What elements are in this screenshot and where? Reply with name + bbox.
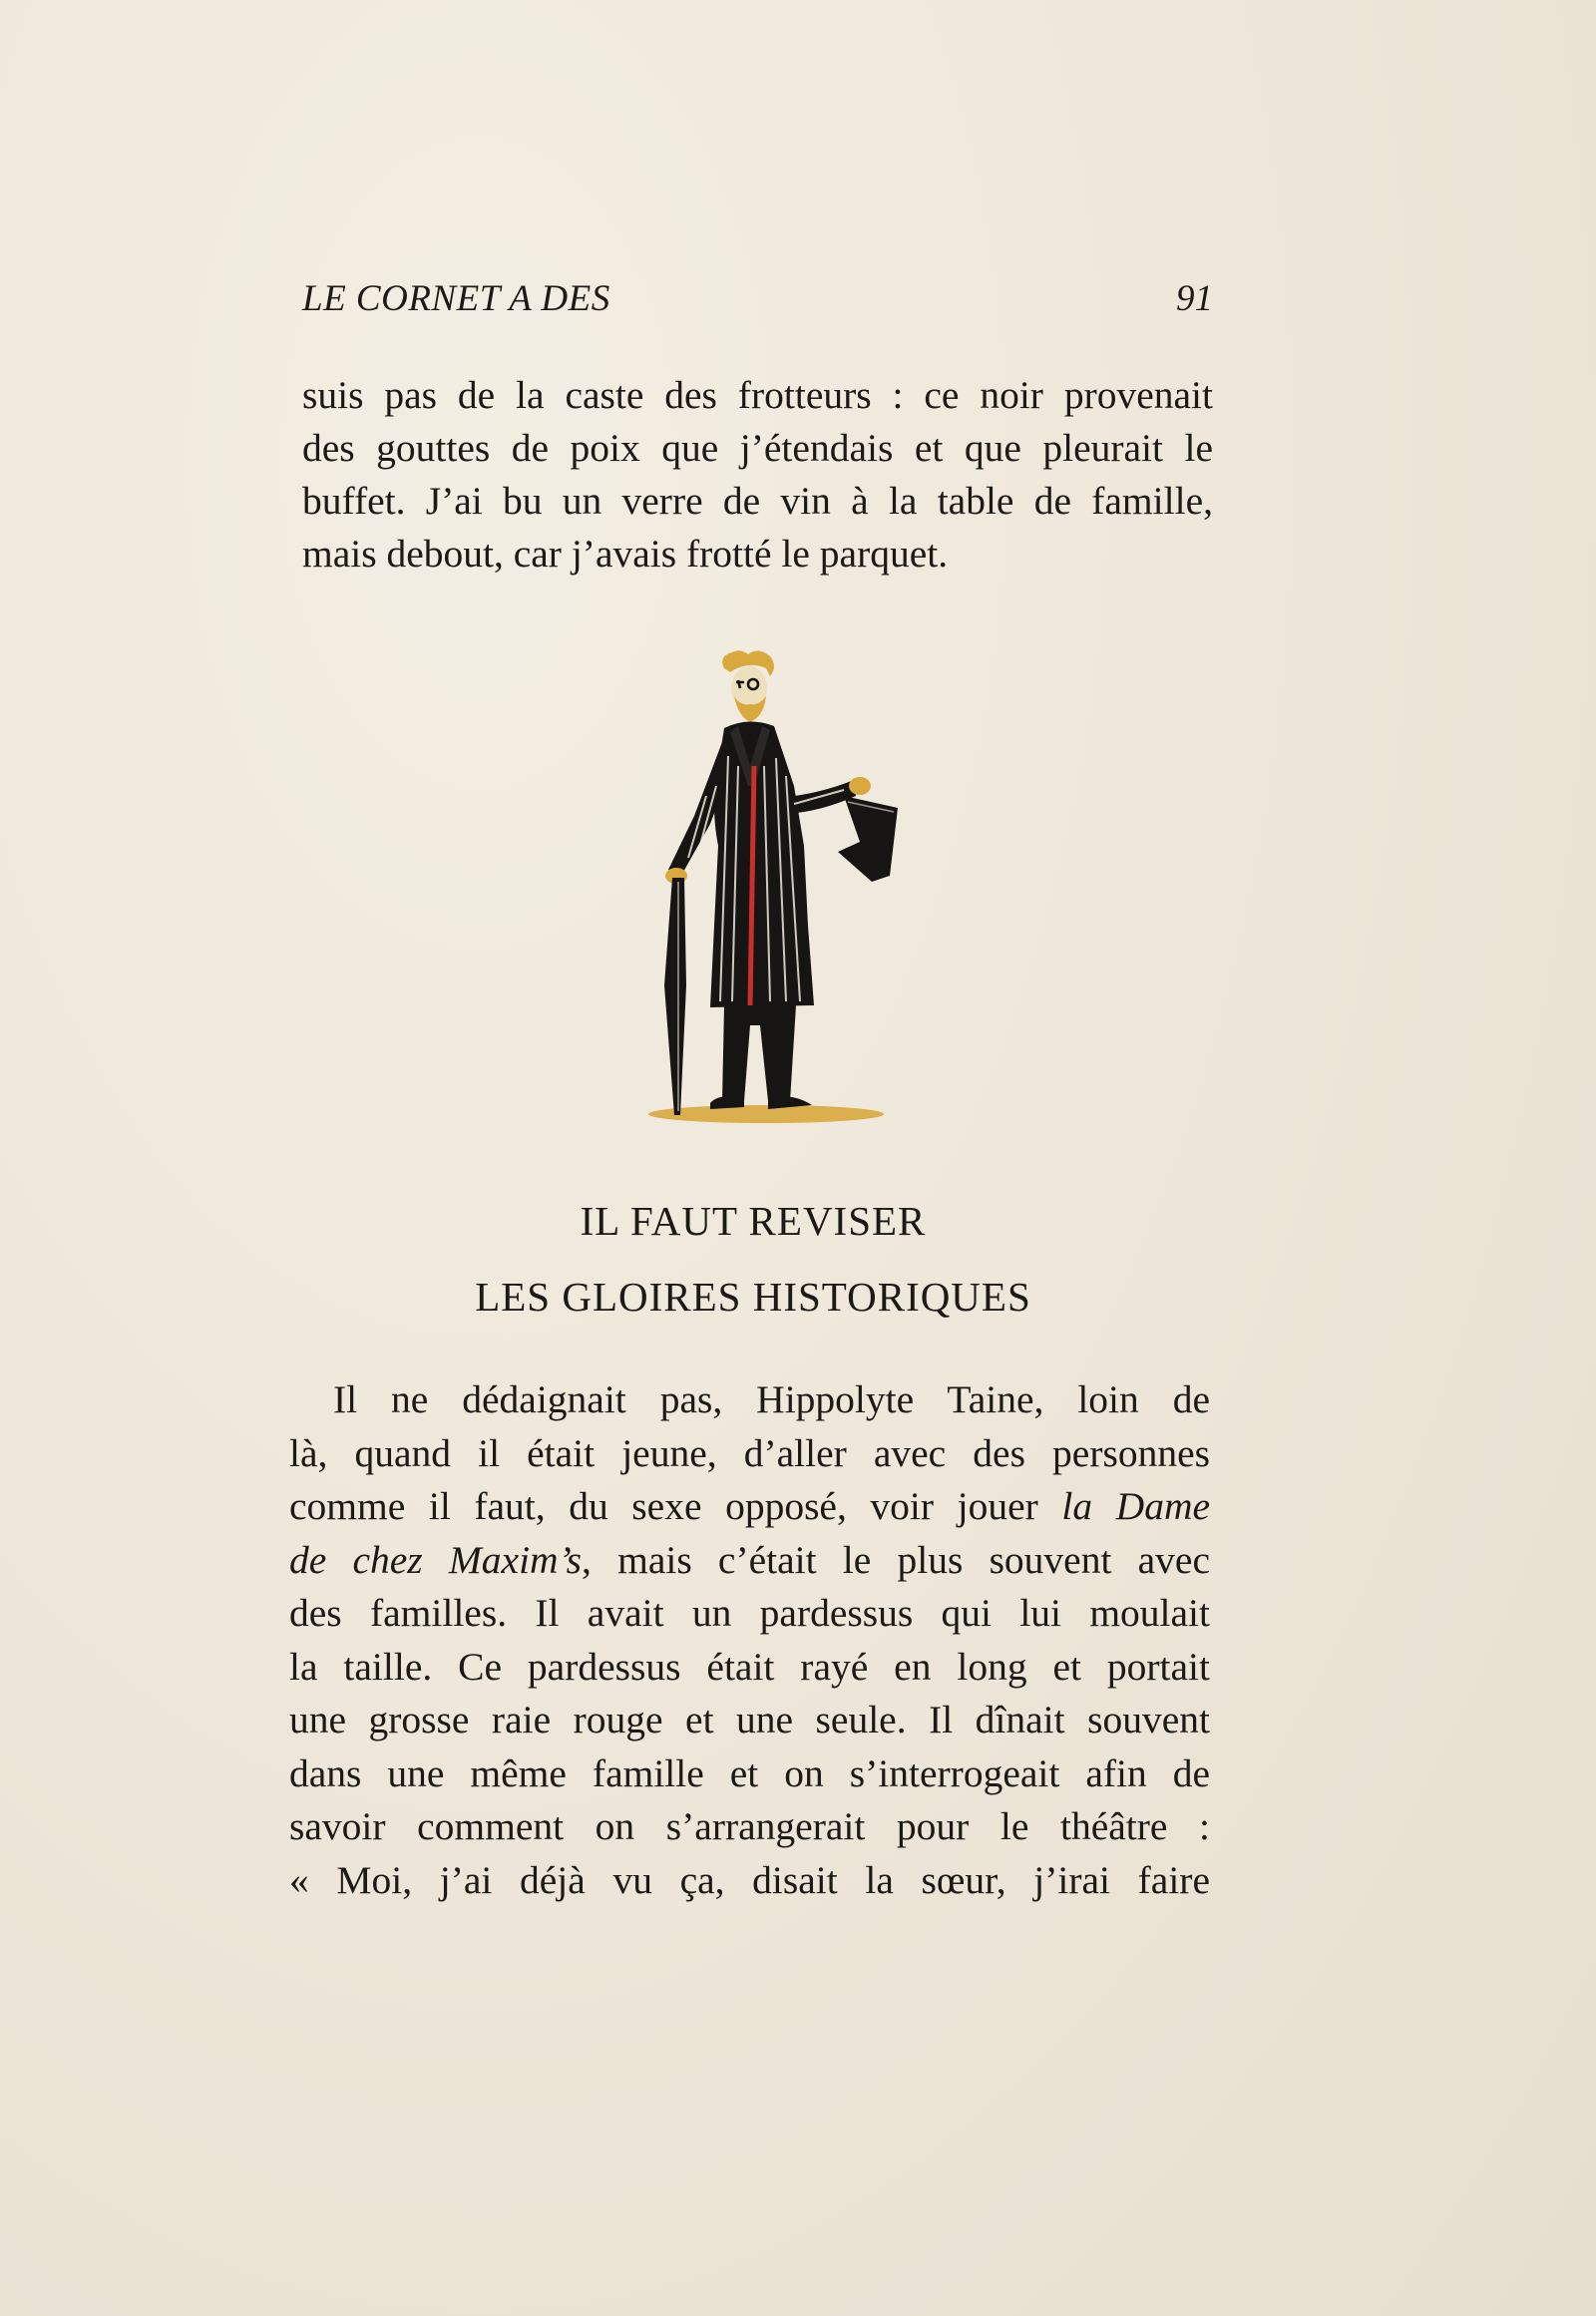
chapter-title-line-1: IL FAUT REVISER: [580, 1198, 927, 1244]
text-line: savoir comment on s’arrangerait pour le théâtre :: [289, 1804, 1210, 1848]
text-line: buffet. J’ai bu un verre de vin à la table de famille,: [302, 479, 1213, 523]
illustration-man-with-umbrella: [598, 646, 928, 1135]
trousers: [722, 1005, 796, 1101]
illustration-drawing: [598, 646, 928, 1135]
text-line: des gouttes de poix que j’étendais et que pleurait le: [302, 426, 1213, 470]
running-title: LE CORNET A DES: [302, 278, 610, 319]
text-segment: comme il faut, du sexe opposé, voir jouer: [289, 1484, 1062, 1528]
text-line: une grosse raie rouge et une seule. Il dînait souvent: [289, 1698, 1210, 1741]
italic-title: de chez Maxim’s: [289, 1537, 583, 1582]
text-line: mais debout, car j’avais frotté le parquet.: [302, 532, 949, 576]
page-number: 91: [1176, 278, 1213, 319]
text-line: [289, 1480, 1210, 1534]
italic-title: la Dame: [1061, 1484, 1211, 1528]
text-line: suis pas de la caste des frotteurs : ce noir provenait: [302, 373, 1213, 417]
running-head: [302, 277, 1213, 327]
main-paragraph: [289, 1373, 1210, 1907]
umbrella: [664, 878, 686, 1115]
right-hand: [849, 777, 871, 795]
text-line: Il ne dédaignait pas, Hippolyte Taine, loin de: [333, 1377, 1210, 1421]
text-line: dans une même famille et on s’interrogeait afin de: [289, 1750, 1210, 1795]
text-line: des familles. Il avait un pardessus qui lui moulait: [289, 1591, 1210, 1635]
text-line: « Moi, j’ai déjà vu ça, disait la sœur, j’irai faire: [289, 1857, 1210, 1902]
text-line: la taille. Ce pardessus était rayé en long et portait: [289, 1644, 1210, 1689]
text-line: là, quand il était jeune, d’aller avec des personnes: [289, 1430, 1210, 1475]
text-line: [289, 1534, 1210, 1588]
opening-paragraph: [302, 369, 1213, 580]
ground-shadow: [648, 1105, 884, 1123]
text-segment: , mais c’était le plus souvent avec: [582, 1537, 1210, 1582]
chapter-title-line-2: LES GLOIRES HISTORIQUES: [475, 1274, 1031, 1320]
top-hat: [838, 796, 898, 882]
